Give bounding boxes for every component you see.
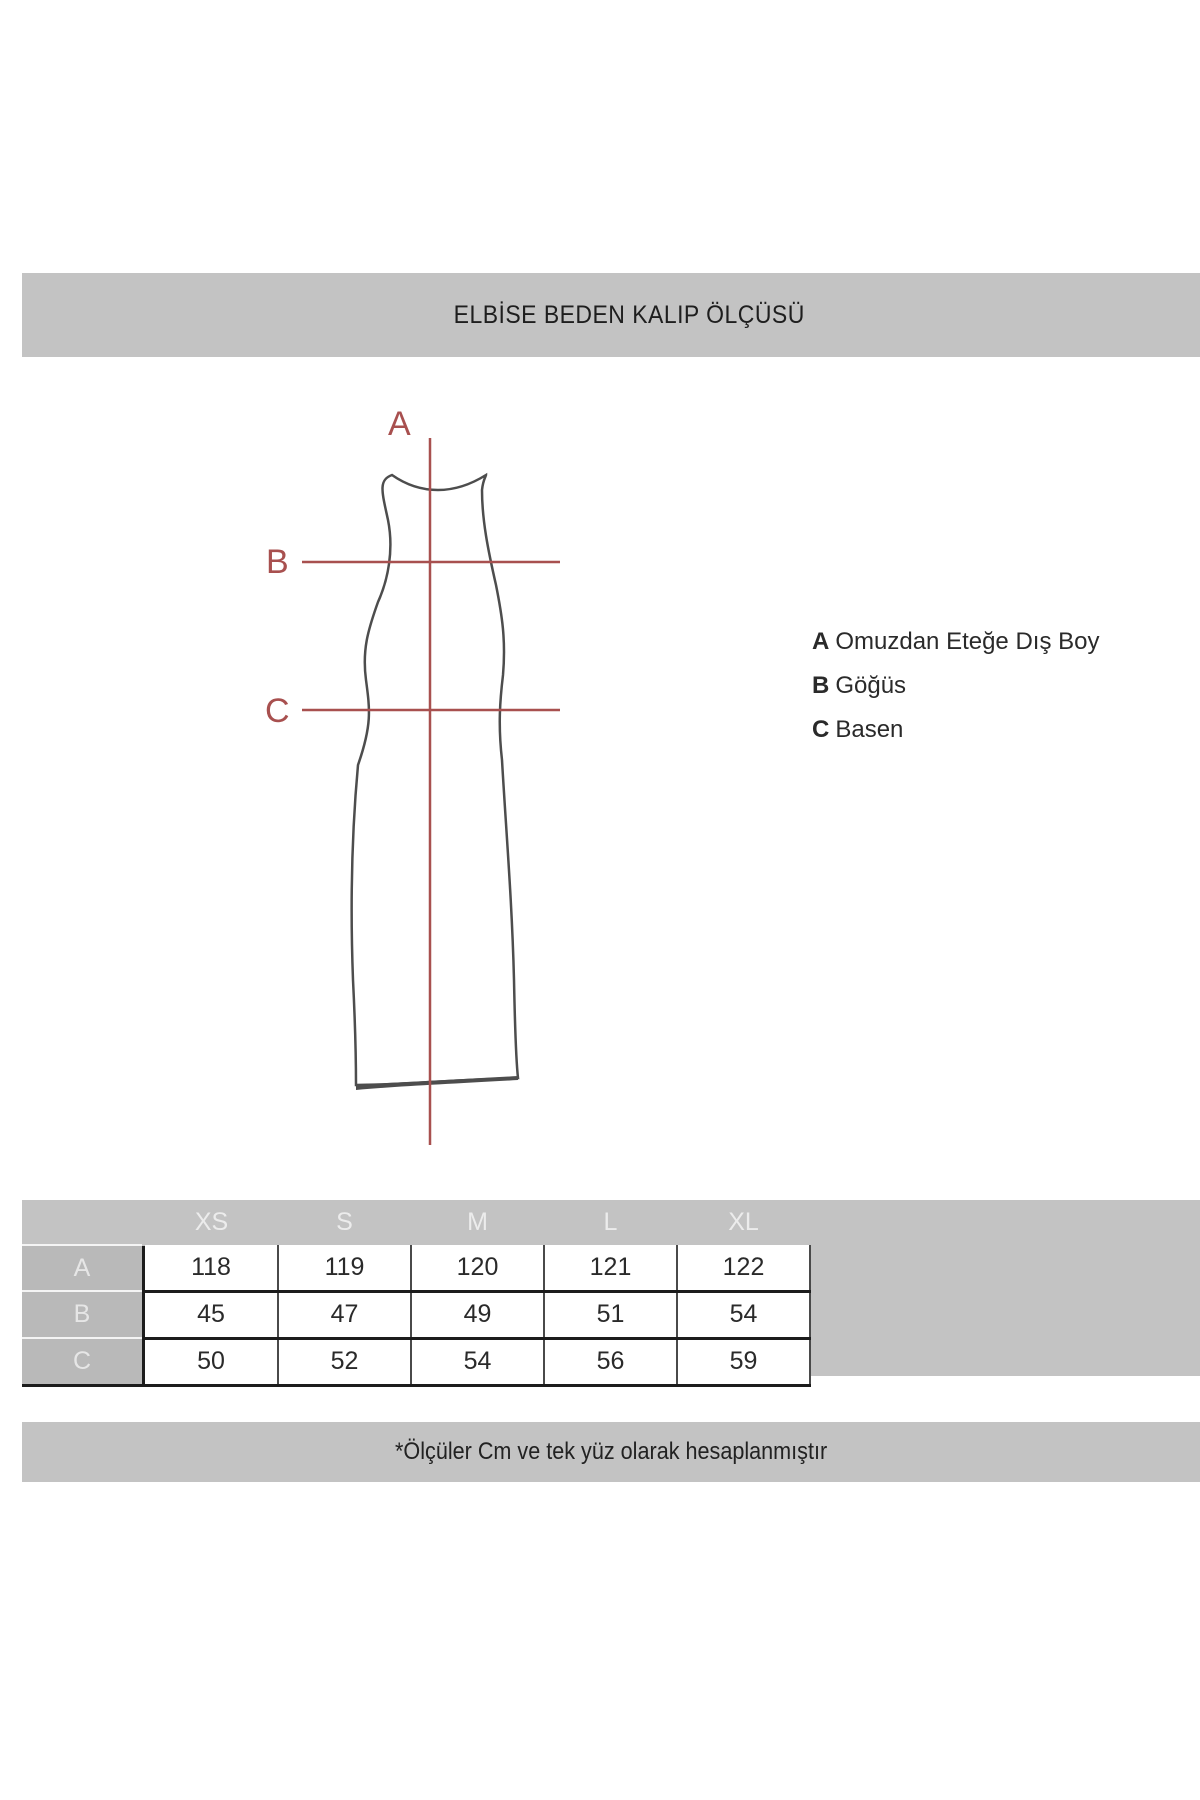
table-cell: 56 [544,1338,677,1385]
table-cell: 120 [411,1245,544,1291]
size-header-row [22,1200,810,1245]
table-cell: 122 [677,1245,810,1291]
table-corner [22,1200,144,1245]
row-label-c: C [22,1338,144,1385]
legend-text: Göğüs [835,672,907,699]
measurement-note: *Ölçüler Cm ve tek yüz olarak hesaplanmıştır [394,1438,828,1465]
size-header-s: S [278,1200,411,1245]
page-title: ELBİSE BEDEN KALIP ÖLÇÜSÜ [453,300,805,329]
table-cell: 54 [677,1291,810,1338]
legend-text: Omuzdan Eteğe Dış Boy [835,628,1100,655]
note-bar [22,1422,1200,1482]
legend-key: B [812,672,830,699]
title-bar [22,273,1200,357]
legend-key: A [812,628,830,655]
table-row [22,1338,810,1385]
legend-key: C [812,716,830,743]
table-cell: 119 [278,1245,411,1291]
table-row [22,1291,810,1338]
legend-item-a [812,628,1192,672]
legend-item-b [812,672,1192,716]
table-side-panel [810,1200,1200,1376]
dress-hem [356,1076,518,1090]
dress-measurement-diagram [0,380,700,1160]
measurement-legend [812,628,1192,760]
label-a: A [388,405,411,443]
size-header-l: L [544,1200,677,1245]
table-cell: 49 [411,1291,544,1338]
table-cell: 54 [411,1338,544,1385]
table-cell: 50 [144,1338,279,1385]
dress-outline [352,475,518,1085]
size-header-xs: XS [144,1200,279,1245]
legend-item-c [812,716,1192,760]
size-header-xl: XL [677,1200,810,1245]
size-header-m: M [411,1200,544,1245]
row-label-a: A [22,1245,144,1291]
table-cell: 121 [544,1245,677,1291]
size-table [22,1200,1200,1378]
table-cell: 45 [144,1291,279,1338]
table-cell: 47 [278,1291,411,1338]
table-row [22,1245,810,1291]
table-cell: 52 [278,1338,411,1385]
label-c: C [265,692,290,730]
legend-text: Basen [835,716,904,743]
size-grid [22,1200,811,1387]
row-label-b: B [22,1291,144,1338]
table-cell: 118 [144,1245,279,1291]
table-cell: 51 [544,1291,677,1338]
label-b: B [266,543,289,581]
table-cell: 59 [677,1338,810,1385]
